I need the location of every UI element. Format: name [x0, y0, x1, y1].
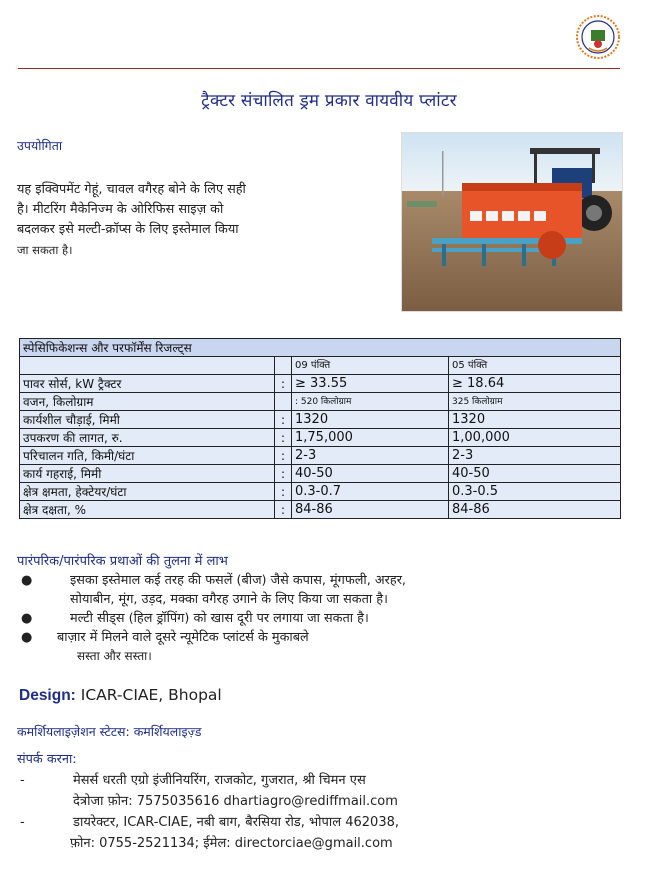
table-row — [20, 411, 621, 429]
header-cell — [20, 357, 275, 375]
table-header-row — [20, 357, 621, 375]
colon-cell: : — [275, 411, 292, 429]
contact-entry — [17, 770, 617, 812]
design-credit — [19, 686, 222, 705]
table-row — [20, 375, 621, 393]
value-09-cell: 2-3 — [292, 447, 449, 465]
value-05-cell: ≥ 18.64 — [449, 375, 621, 393]
colon-cell: : — [275, 465, 292, 483]
colon-cell: : — [275, 447, 292, 465]
design-label: Design: — [19, 687, 76, 704]
value-09-cell: 40-50 — [292, 465, 449, 483]
value-09-cell: : 520 किलोग्राम — [292, 393, 449, 411]
benefit-line: बाज़ार में मिलने वाले दूसरे न्यूमेटिक प्लांटर्स के मुकाबले — [57, 630, 309, 645]
param-cell: क्षेत्र क्षमता, हेक्टेयर/घंटा — [20, 483, 275, 501]
contact-line: मेसर्स धरती एग्रो इंजीनियरिंग, राजकोट, गुजरात, श्री चिमन एस — [73, 773, 366, 788]
table-title-row — [20, 339, 621, 357]
utility-line: बदलकर इसे मल्टी-क्रॉप्स के लिए इस्तेमाल किया — [17, 222, 239, 237]
param-cell: पावर सोर्स, kW ट्रैक्टर — [20, 375, 275, 393]
param-cell: कार्य गहराई, मिमी — [20, 465, 275, 483]
colon-cell: : — [275, 429, 292, 447]
table-title: स्पेसिफिकेशन्स और परफॉर्मेंस रिजल्ट्स — [20, 339, 621, 357]
table-row — [20, 501, 621, 519]
value-05-cell: 40-50 — [449, 465, 621, 483]
utility-line: है। मीटरिंग मैकेनिज्म के ओरिफिस साइज़ को — [17, 202, 224, 217]
param-cell: वजन, किलोग्राम — [20, 393, 275, 411]
value-05-cell: 84-86 — [449, 501, 621, 519]
value-09-cell: ≥ 33.55 — [292, 375, 449, 393]
value-05-cell: 1,00,000 — [449, 429, 621, 447]
colon-cell: : — [275, 375, 292, 393]
header-cell — [275, 357, 292, 375]
benefits-list — [17, 571, 617, 666]
value-09-cell: 84-86 — [292, 501, 449, 519]
utility-line: जा सकता है। — [17, 243, 73, 257]
contact-entry — [17, 812, 617, 854]
bullet-icon: ● — [21, 573, 33, 588]
utility-description — [17, 180, 327, 260]
param-cell: परिचालन गति, किमी/घंटा — [20, 447, 275, 465]
value-09-cell: 1,75,000 — [292, 429, 449, 447]
dash-icon: - — [20, 773, 25, 788]
value-05-cell: 1320 — [449, 411, 621, 429]
colon-cell: : — [275, 483, 292, 501]
contact-line: फ़ोन: 0755-2521134; ईमेल: directorciae@gmail.com — [70, 836, 393, 851]
bullet-icon: ● — [21, 630, 33, 645]
design-value: ICAR-CIAE, Bhopal — [80, 686, 222, 704]
bullet-icon: ● — [21, 611, 33, 626]
column-09-rows: 09 पंक्ति — [292, 357, 449, 375]
param-cell: कार्यशील चौड़ाई, मिमी — [20, 411, 275, 429]
list-item — [17, 571, 617, 609]
institute-logo — [575, 14, 621, 60]
benefits-heading: पारंपरिक/पारंपरिक प्रथाओं की तुलना में लाभ — [17, 554, 228, 569]
table-row — [20, 465, 621, 483]
value-09-cell: 0.3-0.7 — [292, 483, 449, 501]
param-cell: क्षेत्र दक्षता, % — [20, 501, 275, 519]
benefit-line: इसका इस्तेमाल कई तरह की फसलें (बीज) जैसे कपास, मूंगफली, अरहर, — [70, 573, 406, 588]
value-09-cell: 1320 — [292, 411, 449, 429]
header-divider — [18, 68, 620, 69]
benefit-line: सस्ता और सस्ता। — [77, 649, 152, 663]
list-item — [17, 609, 617, 628]
table-row — [20, 393, 621, 411]
utility-heading: उपयोगिता — [17, 138, 63, 153]
contact-line: डायरेक्टर, ICAR-CIAE, नबी बाग, बैरसिया रोड, भोपाल 462038, — [73, 815, 399, 830]
contact-line: देत्रोजा फ़ोन: 7575035616 dhartiagro@rediffmail.com — [73, 794, 398, 809]
contact-heading: संपर्क करना: — [17, 752, 77, 767]
table-row — [20, 483, 621, 501]
commercialization-status: कमर्शियलाइज़ेशन स्टेटस: कमर्शियलाइज़्ड — [17, 724, 202, 739]
value-05-cell: 2-3 — [449, 447, 621, 465]
value-05-cell: 0.3-0.5 — [449, 483, 621, 501]
document-title: ट्रैक्टर संचालित ड्रम प्रकार वायवीय प्लांटर — [201, 91, 457, 111]
colon-cell: : — [275, 501, 292, 519]
colon-cell — [275, 393, 292, 411]
table-row — [20, 429, 621, 447]
param-cell: उपकरण की लागत, रु. — [20, 429, 275, 447]
list-item — [17, 628, 617, 666]
utility-line: यह इक्विपमेंट गेहूं, चावल वगैरह बोने के लिए सही — [17, 182, 246, 197]
table-row — [20, 447, 621, 465]
planter-photo — [401, 132, 623, 312]
specifications-table — [19, 338, 621, 519]
dash-icon: - — [20, 815, 25, 830]
benefit-line: मल्टी सीड्स (हिल ड्रॉपिंग) को खास दूरी पर लगाया जा सकता है। — [70, 611, 369, 626]
column-05-rows: 05 पंक्ति — [449, 357, 621, 375]
benefit-line: सोयाबीन, मूंग, उड़द, मक्का वगैरह उगाने के लिए किया जा सकता है। — [70, 592, 388, 607]
value-05-cell: 325 किलोग्राम — [449, 393, 621, 411]
